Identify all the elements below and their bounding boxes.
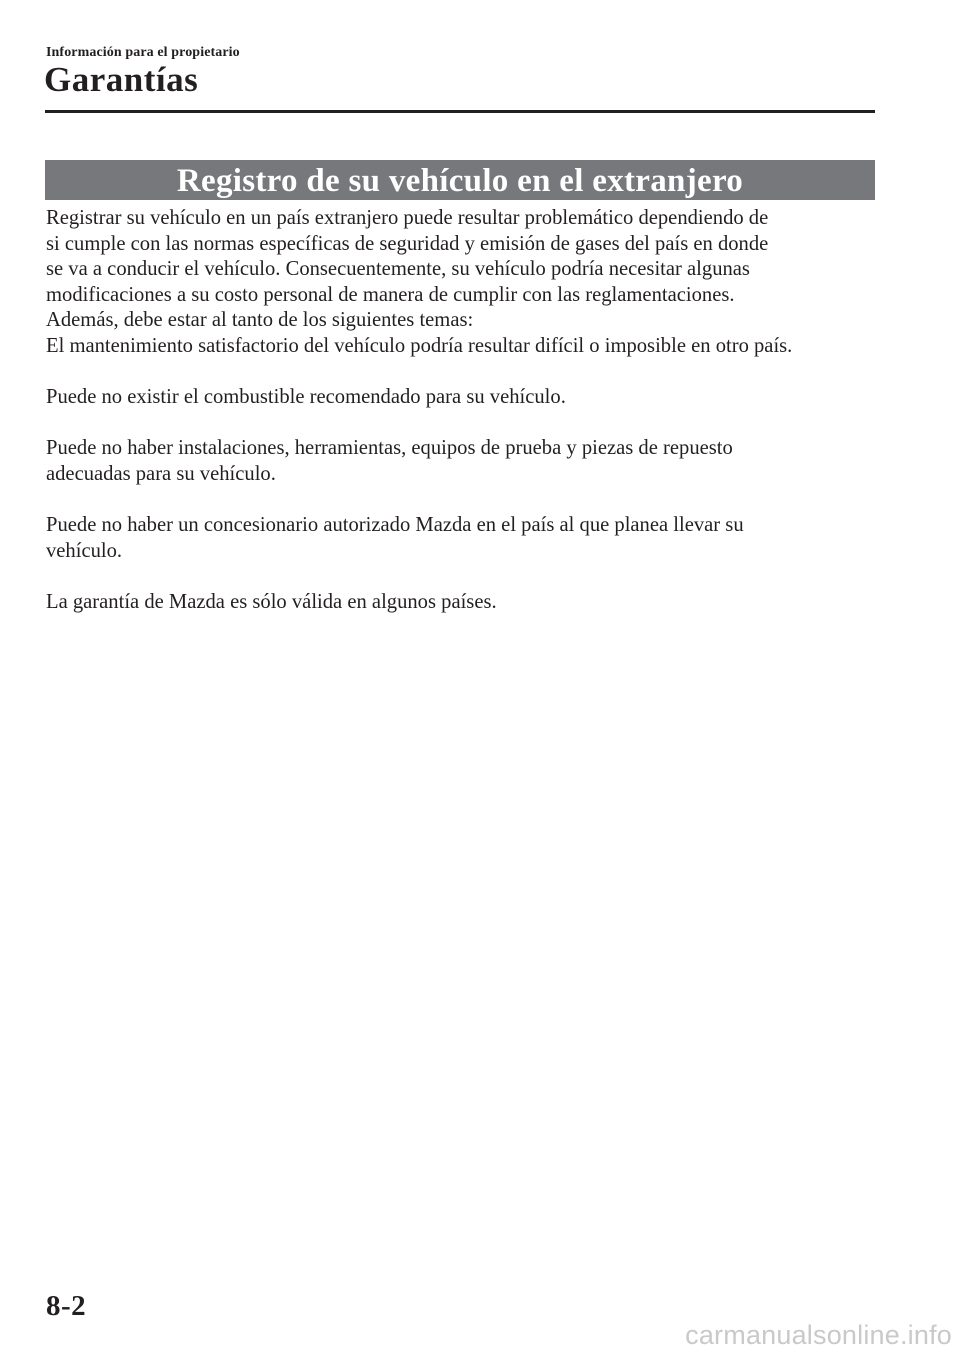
content [46, 206, 876, 616]
intro-line: se va a conducir el vehículo. Consecuentemente, su vehículo podría necesitar algunas [46, 258, 750, 281]
list-item: Puede no existir el combustible recomendado para su vehículo. [46, 386, 566, 409]
list-item: Puede no haber instalaciones, herramientas, equipos de prueba y piezas de repuesto adecuadas para su vehículo. [46, 437, 733, 485]
breadcrumb: Información para el propietario [46, 45, 240, 60]
section-heading: Registro de su vehículo en el extranjero [45, 160, 875, 200]
page-number: 8-2 [46, 1290, 87, 1322]
intro-paragraph [46, 206, 876, 360]
intro-line: modificaciones a su costo personal de manera de cumplir con las reglamentaciones. [46, 283, 735, 306]
watermark: carmanualsonline.info [685, 1320, 952, 1350]
title-rule [45, 110, 875, 113]
intro-line: El mantenimiento satisfactorio del vehículo podría resultar difícil o imposible en otro país. [46, 334, 793, 357]
page-title: Garantías [44, 60, 199, 99]
intro-line: si cumple con las normas específicas de seguridad y emisión de gases del país en donde [46, 232, 769, 255]
intro-line: Además, debe estar al tanto de los siguientes temas: [46, 309, 474, 332]
list-item: La garantía de Mazda es sólo válida en algunos países. [46, 590, 497, 613]
list-item: Puede no haber un concesionario autorizado Mazda en el país al que planea llevar su vehículo. [46, 514, 744, 562]
intro-line: Registrar su vehículo en un país extranjero puede resultar problemático dependiendo de [46, 207, 769, 229]
